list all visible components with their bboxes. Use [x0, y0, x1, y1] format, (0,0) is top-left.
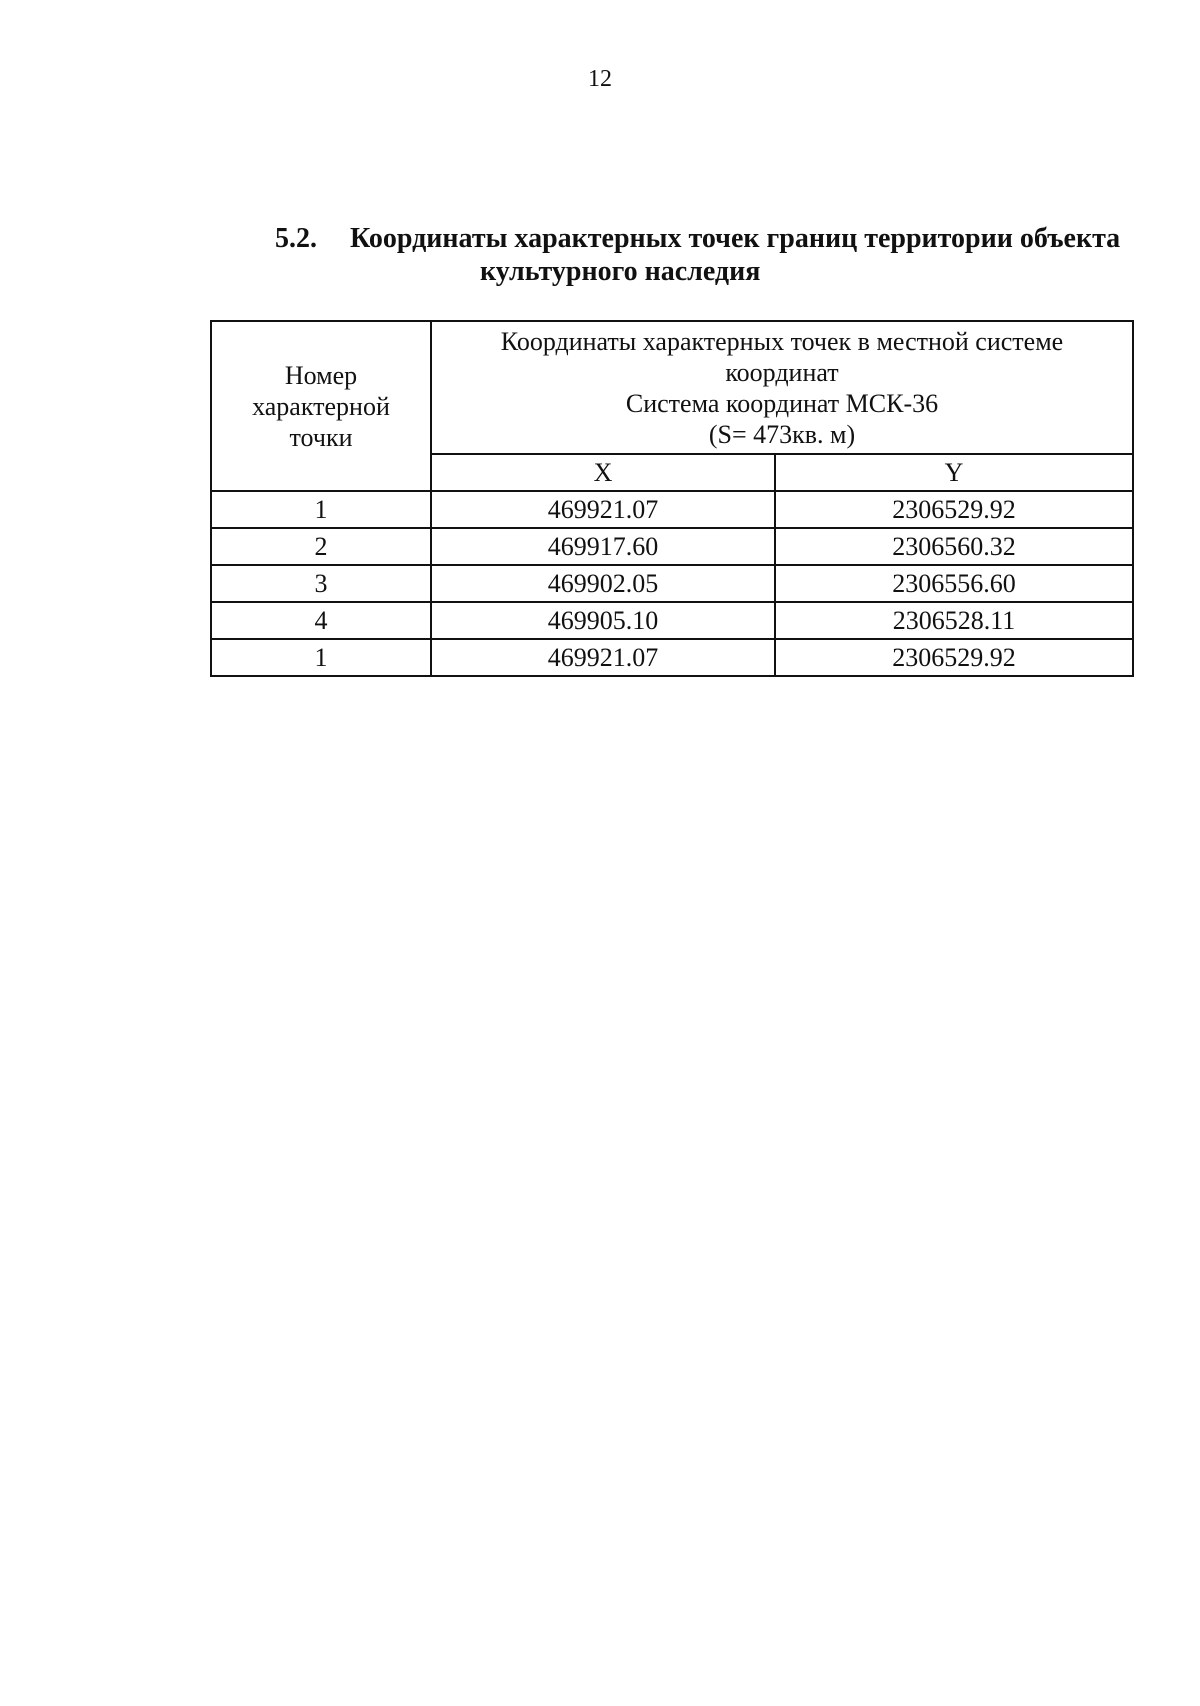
coordinates-table [210, 320, 1134, 677]
section-title-line1: Координаты характерных точек границ территории объекта [350, 223, 1121, 254]
cell-y: 2306529.92 [775, 491, 1133, 528]
table-row [211, 639, 1133, 676]
cell-x: 469921.07 [431, 491, 775, 528]
table-row [211, 491, 1133, 528]
cell-y: 2306528.11 [775, 602, 1133, 639]
header-point-line: характерной [252, 391, 390, 421]
cell-point: 1 [211, 491, 431, 528]
header-x: X [431, 454, 775, 491]
table-header-row [211, 321, 1133, 454]
table-row [211, 528, 1133, 565]
cell-point: 1 [211, 639, 431, 676]
cell-x: 469921.07 [431, 639, 775, 676]
header-coordinates-line: Система координат МСК-36 [625, 389, 939, 418]
cell-point: 3 [211, 565, 431, 602]
cell-y: 2306556.60 [775, 565, 1133, 602]
header-y: Y [775, 454, 1133, 491]
header-coordinates [431, 321, 1133, 454]
header-point-number [211, 321, 431, 491]
cell-x: 469905.10 [431, 602, 775, 639]
section-title [275, 222, 1155, 288]
header-coordinates-line: (S= 473кв. м) [708, 420, 856, 449]
table-row [211, 565, 1133, 602]
cell-y: 2306529.92 [775, 639, 1133, 676]
table-row [211, 602, 1133, 639]
cell-x: 469902.05 [431, 565, 775, 602]
cell-point: 2 [211, 528, 431, 565]
header-point-line: точки [289, 422, 353, 452]
cell-point: 4 [211, 602, 431, 639]
header-coordinates-line: координат [725, 358, 839, 387]
cell-x: 469917.60 [431, 528, 775, 565]
page-number: 12 [588, 66, 612, 92]
section-number: 5.2. [275, 223, 317, 254]
header-point-line: Номер [284, 360, 358, 390]
cell-y: 2306560.32 [775, 528, 1133, 565]
section-title-line2: культурного наследия [480, 256, 761, 287]
header-coordinates-line: Координаты характерных точек в местной системе [500, 327, 1064, 356]
